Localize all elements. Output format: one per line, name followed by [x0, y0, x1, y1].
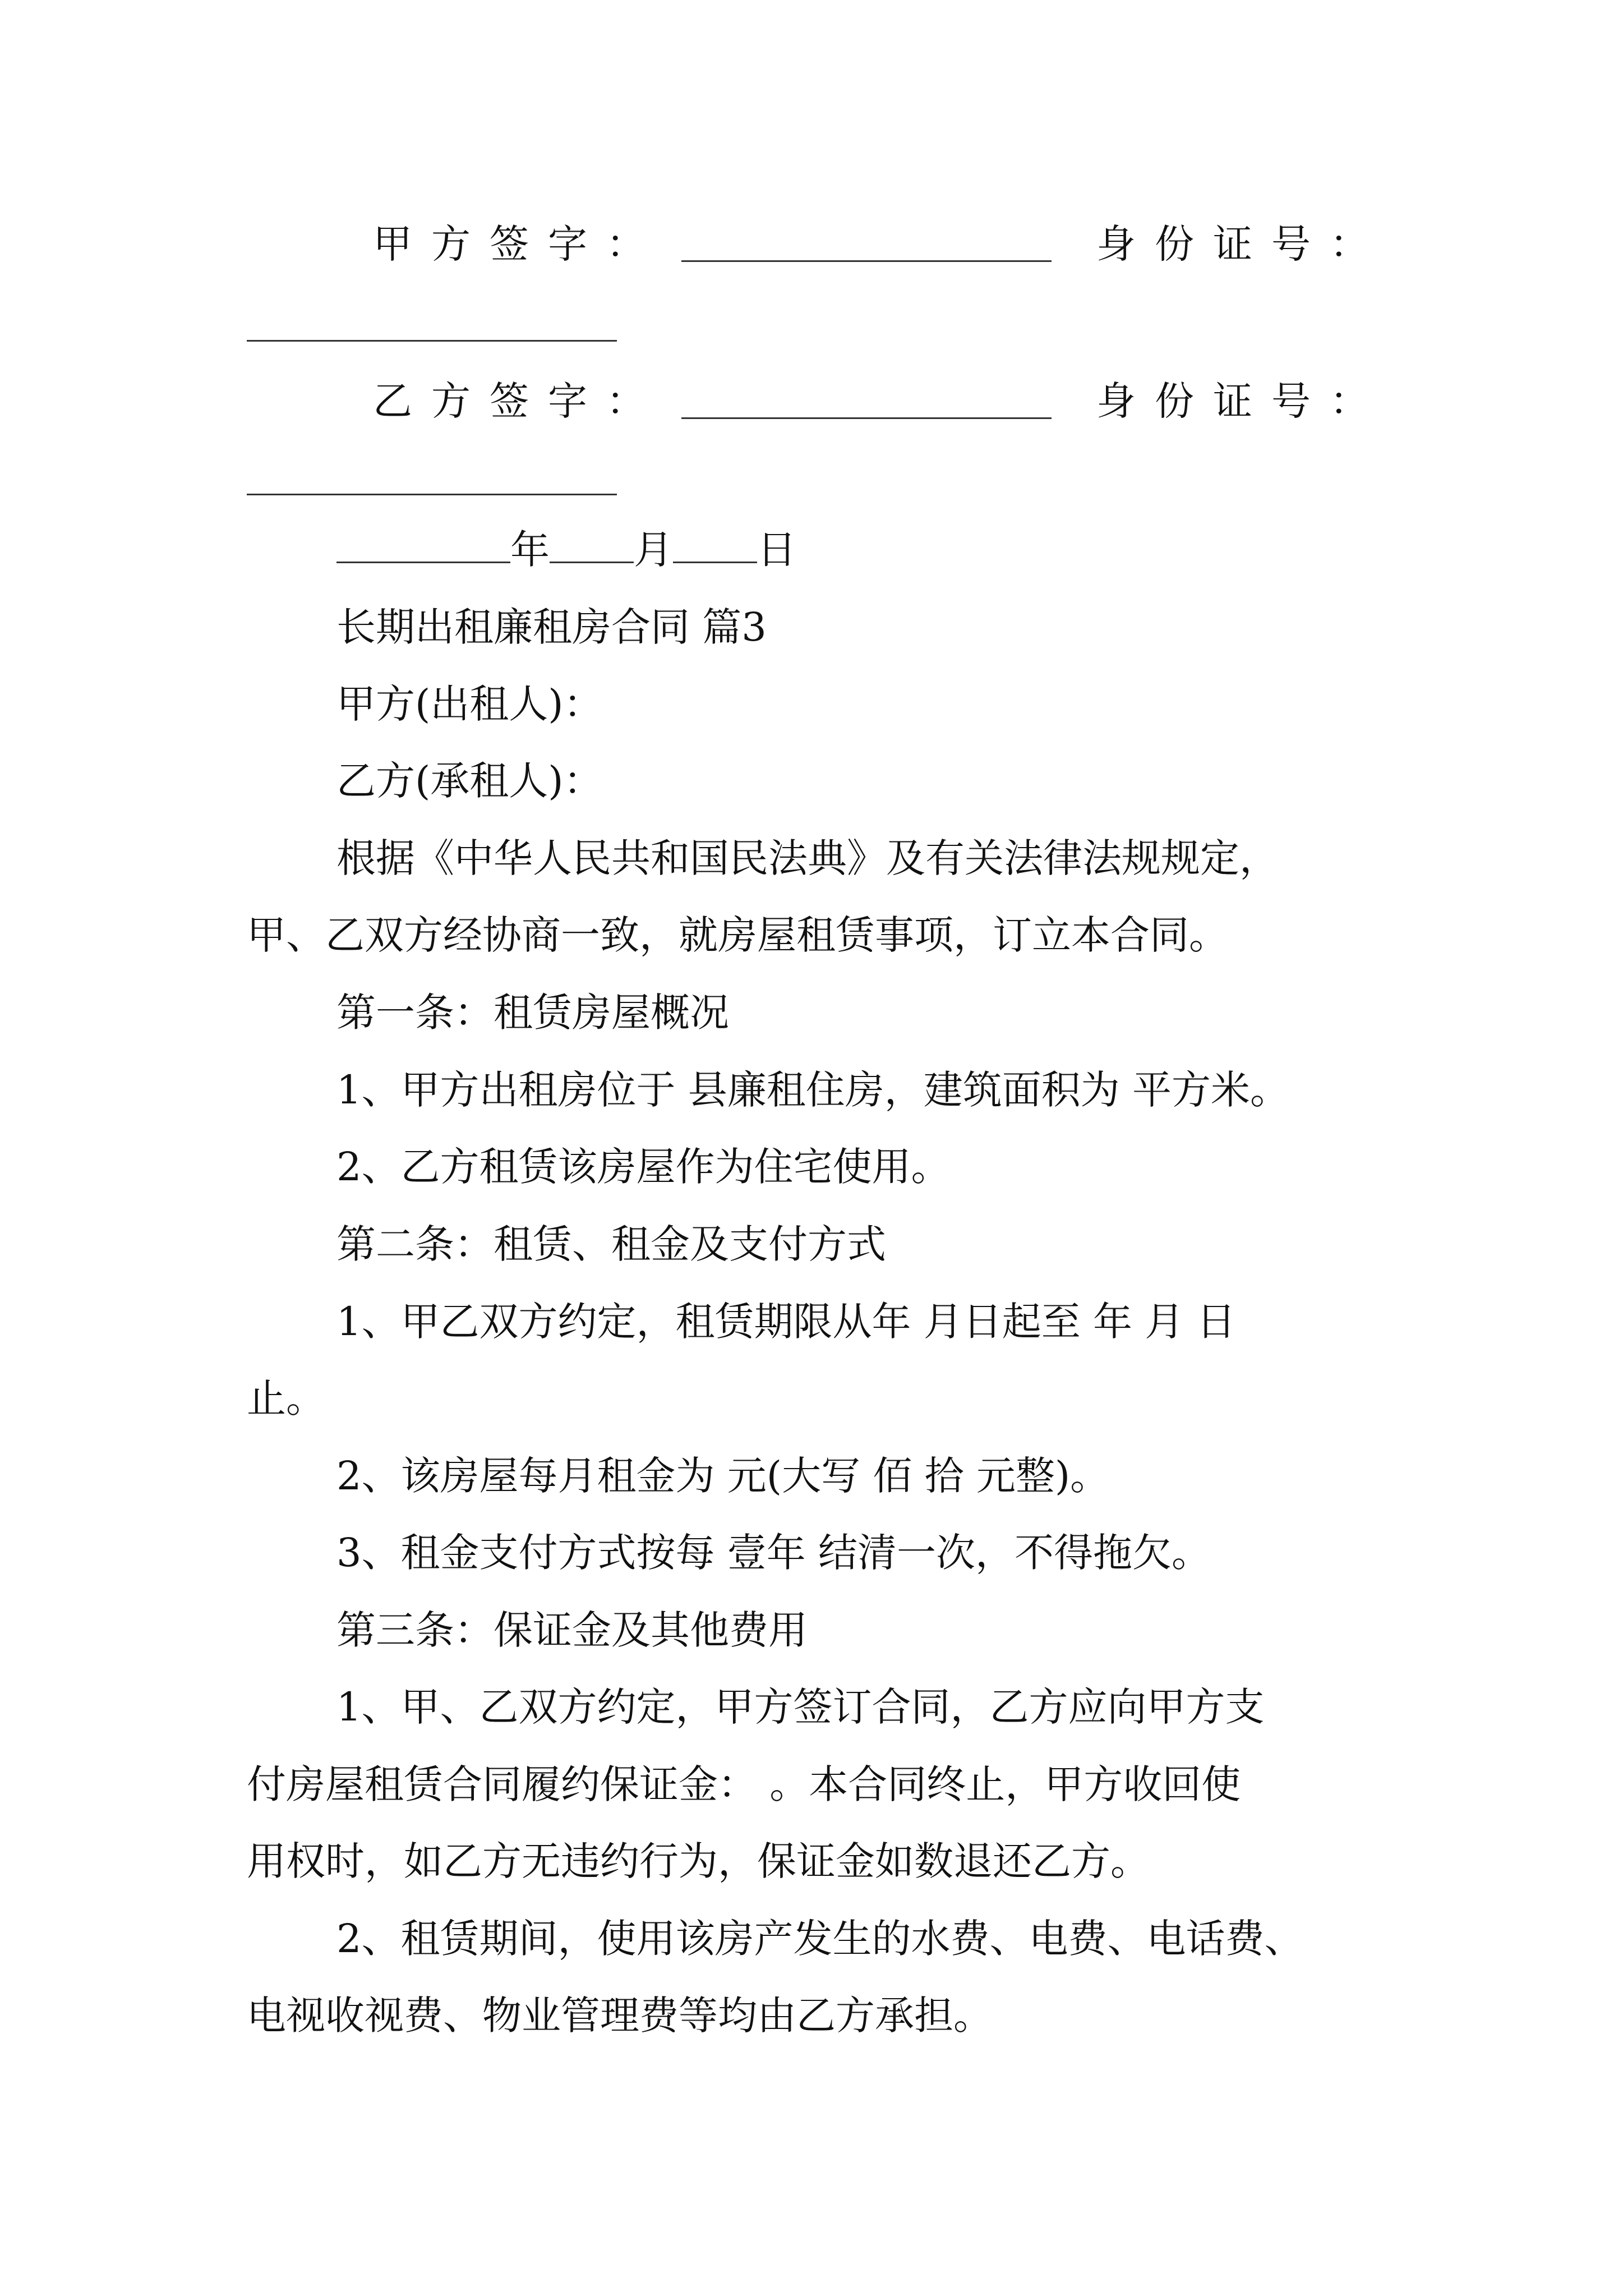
article-2-item-2: 2、该房屋每月租金为 元(大写 佰 拾 元整)。	[336, 1453, 1110, 1499]
article-1-item-2: 2、乙方租赁该房屋作为住宅使用。	[336, 1144, 951, 1190]
article-3-item-2-line-1: 2、租赁期间，使用该房产发生的水费、电费、电话费、	[336, 1916, 1304, 1962]
article-2-item-3: 3、租金支付方式按每 壹年 结清一次，不得拖欠。	[336, 1530, 1211, 1576]
date-line	[336, 522, 796, 578]
party-a-id-label: 身份证号：	[1096, 221, 1388, 267]
month-blank[interactable]	[550, 528, 634, 563]
article-3-item-2-line-2: 电视收视费、物业管理费等均由乙方承担。	[247, 1993, 993, 2039]
article-1-title: 第一条：租赁房屋概况	[336, 990, 729, 1036]
lessee-line: 乙方(承租人)：	[336, 758, 603, 804]
article-1-item-1: 1、甲方出租房位于 县廉租住房，建筑面积为 平方米。	[336, 1067, 1290, 1113]
month-label: 月	[634, 527, 673, 573]
preamble-line-1: 根据《中华人民共和国民法典》及有关法律法规规定，	[336, 835, 1279, 881]
article-3-item-1-line-2: 付房屋租赁合同履约保证金： 。本合同终止，甲方收回使	[247, 1761, 1241, 1807]
preamble-line-2: 甲、乙双方经协商一致，就房屋租赁事项，订立本合同。	[247, 912, 1228, 958]
article-2-item-1-line-2: 止。	[247, 1375, 325, 1421]
year-blank[interactable]	[336, 528, 510, 563]
article-3-title: 第三条：保证金及其他费用	[336, 1607, 808, 1653]
article-3-item-1-line-3: 用权时，如乙方无违约行为，保证金如数退还乙方。	[247, 1838, 1150, 1884]
day-blank[interactable]	[673, 528, 757, 563]
day-label: 日	[757, 527, 796, 573]
party-a-id-blank[interactable]	[247, 340, 617, 342]
party-b-id-blank[interactable]	[247, 494, 617, 495]
party-a-signature-blank[interactable]	[681, 260, 1052, 262]
party-a-signature-label: 甲方签字：	[373, 221, 665, 267]
party-b-signature-label: 乙方签字：	[373, 378, 665, 424]
article-2-item-1-line-1: 1、甲乙双方约定，租赁期限从年 月日起至 年 月 日	[336, 1299, 1236, 1345]
article-2-title: 第二条：租赁、租金及支付方式	[336, 1221, 886, 1267]
lessor-line: 甲方(出租人)：	[336, 681, 603, 727]
party-b-signature-blank[interactable]	[681, 417, 1052, 419]
contract-heading: 长期出租廉租房合同 篇3	[336, 604, 767, 650]
article-3-item-1-line-1: 1、甲、乙双方约定，甲方签订合同，乙方应向甲方支	[336, 1684, 1265, 1730]
year-label: 年	[510, 527, 550, 573]
party-b-id-label: 身份证号：	[1096, 378, 1388, 424]
